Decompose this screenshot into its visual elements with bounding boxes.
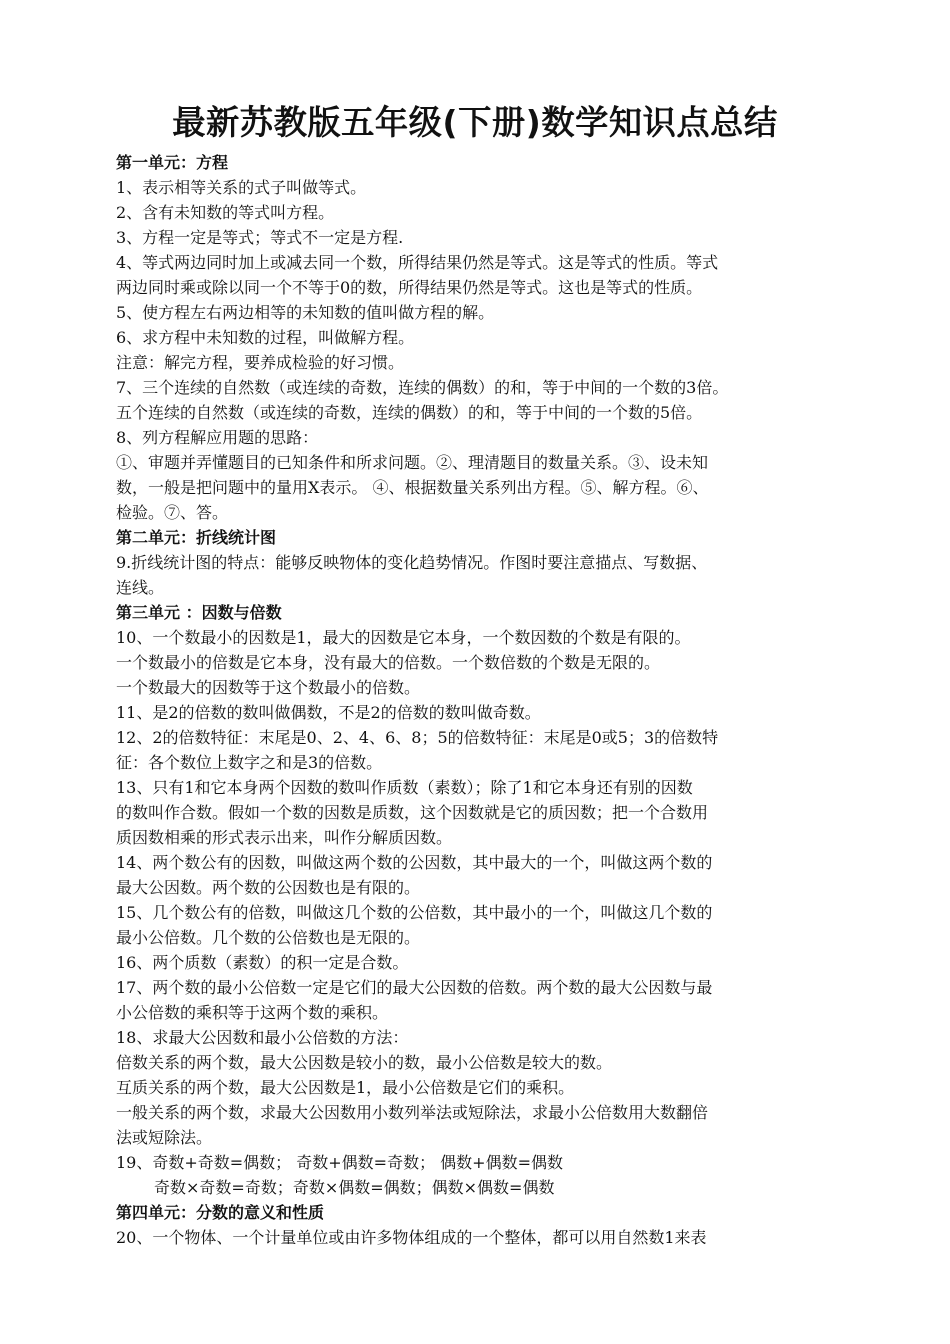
text-line: 14、两个数公有的因数，叫做这两个数的公因数，其中最大的一个，叫做这两个数的 xyxy=(116,853,713,872)
section-heading: 第一单元：方程 xyxy=(116,153,229,172)
text-line: 数，一般是把问题中的量用X表示。 ④、根据数量关系列出方程。⑤、解方程。⑥、 xyxy=(116,478,709,497)
text-line: 奇数×奇数=奇数；奇数×偶数=偶数；偶数×偶数=偶数 xyxy=(154,1178,555,1197)
text-line: 11、是2的倍数的数叫做偶数，不是2的倍数的数叫做奇数。 xyxy=(116,703,541,722)
text-line: 8、列方程解应用题的思路： xyxy=(116,428,319,447)
text-line: 7、三个连续的自然数（或连续的奇数，连续的偶数）的和，等于中间的一个数的3倍。 xyxy=(116,378,729,397)
text-line: 2、含有未知数的等式叫方程。 xyxy=(116,203,335,222)
text-line: 1、表示相等关系的式子叫做等式。 xyxy=(116,178,367,197)
text-line: 五个连续的自然数（或连续的奇数，连续的偶数）的和，等于中间的一个数的5倍。 xyxy=(116,403,703,422)
text-line: 20、一个物体、一个计量单位或由许多物体组成的一个整体，都可以用自然数1来表 xyxy=(116,1228,707,1247)
text-line: 19、奇数+奇数=偶数； 奇数+偶数=奇数； 偶数+偶数=偶数 xyxy=(116,1153,563,1172)
section-heading: 第二单元：折线统计图 xyxy=(116,528,277,547)
text-line: 10、一个数最小的因数是1，最大的因数是它本身，一个数因数的个数是有限的。 xyxy=(116,628,691,647)
text-line: 互质关系的两个数，最大公因数是1，最小公倍数是它们的乘积。 xyxy=(116,1078,575,1097)
text-line: 15、几个数公有的倍数，叫做这几个数的公倍数，其中最小的一个，叫做这几个数的 xyxy=(116,903,713,922)
document-body xyxy=(116,150,860,1250)
text-line: 18、求最大公因数和最小公倍数的方法： xyxy=(116,1028,409,1047)
text-line: 4、等式两边同时加上或减去同一个数，所得结果仍然是等式。这是等式的性质。等式 xyxy=(116,253,719,272)
text-line: 12、2的倍数特征：末尾是0、2、4、6、8；5的倍数特征：末尾是0或5；3的倍数特 xyxy=(116,728,719,747)
text-line: 13、只有1和它本身两个因数的数叫作质数（素数）；除了1和它本身还有别的因数 xyxy=(116,778,693,797)
text-line: 最大公因数。两个数的公因数也是有限的。 xyxy=(116,878,421,897)
text-line: 一个数最小的倍数是它本身，没有最大的倍数。一个数倍数的个数是无限的。 xyxy=(116,653,661,672)
text-line: 质因数相乘的形式表示出来，叫作分解质因数。 xyxy=(116,828,453,847)
text-line: 一个数最大的因数等于这个数最小的倍数。 xyxy=(116,678,421,697)
text-line: 一般关系的两个数，求最大公因数用小数列举法或短除法，求最小公倍数用大数翻倍 xyxy=(116,1103,709,1122)
text-line: 小公倍数的乘积等于这两个数的乘积。 xyxy=(116,1003,389,1022)
text-line: 连线。 xyxy=(116,578,165,597)
text-line: ①、审题并弄懂题目的已知条件和所求问题。②、理清题目的数量关系。③、设未知 xyxy=(116,453,709,472)
text-line: 法或短除法。 xyxy=(116,1128,213,1147)
text-line: 5、使方程左右两边相等的未知数的值叫做方程的解。 xyxy=(116,303,495,322)
text-line: 两边同时乘或除以同一个不等于0的数，所得结果仍然是等式。这也是等式的性质。 xyxy=(116,278,703,297)
page-title: 最新苏教版五年级(下册)数学知识点总结 xyxy=(172,103,778,142)
text-line: 注意：解完方程，要养成检验的好习惯。 xyxy=(116,353,405,372)
text-line: 检验。⑦、答。 xyxy=(116,503,229,522)
text-line: 的数叫作合数。假如一个数的因数是质数，这个因数就是它的质因数；把一个合数用 xyxy=(116,803,709,822)
text-line: 3、方程一定是等式；等式不一定是方程. xyxy=(116,228,404,247)
text-line: 6、求方程中未知数的过程，叫做解方程。 xyxy=(116,328,415,347)
text-line: 最小公倍数。几个数的公倍数也是无限的。 xyxy=(116,928,421,947)
text-line: 征：各个数位上数字之和是3的倍数。 xyxy=(116,753,383,772)
text-line: 17、两个数的最小公倍数一定是它们的最大公因数的倍数。两个数的最大公因数与最 xyxy=(116,978,713,997)
text-line: 倍数关系的两个数，最大公因数是较小的数，最小公倍数是较大的数。 xyxy=(116,1053,613,1072)
section-heading: 第三单元 ：因数与倍数 xyxy=(116,603,282,622)
text-line: 16、两个质数（素数）的积一定是合数。 xyxy=(116,953,409,972)
text-line: 9.折线统计图的特点：能够反映物体的变化趋势情况。作图时要注意描点、写数据、 xyxy=(116,553,708,572)
section-heading: 第四单元：分数的意义和性质 xyxy=(116,1203,325,1222)
